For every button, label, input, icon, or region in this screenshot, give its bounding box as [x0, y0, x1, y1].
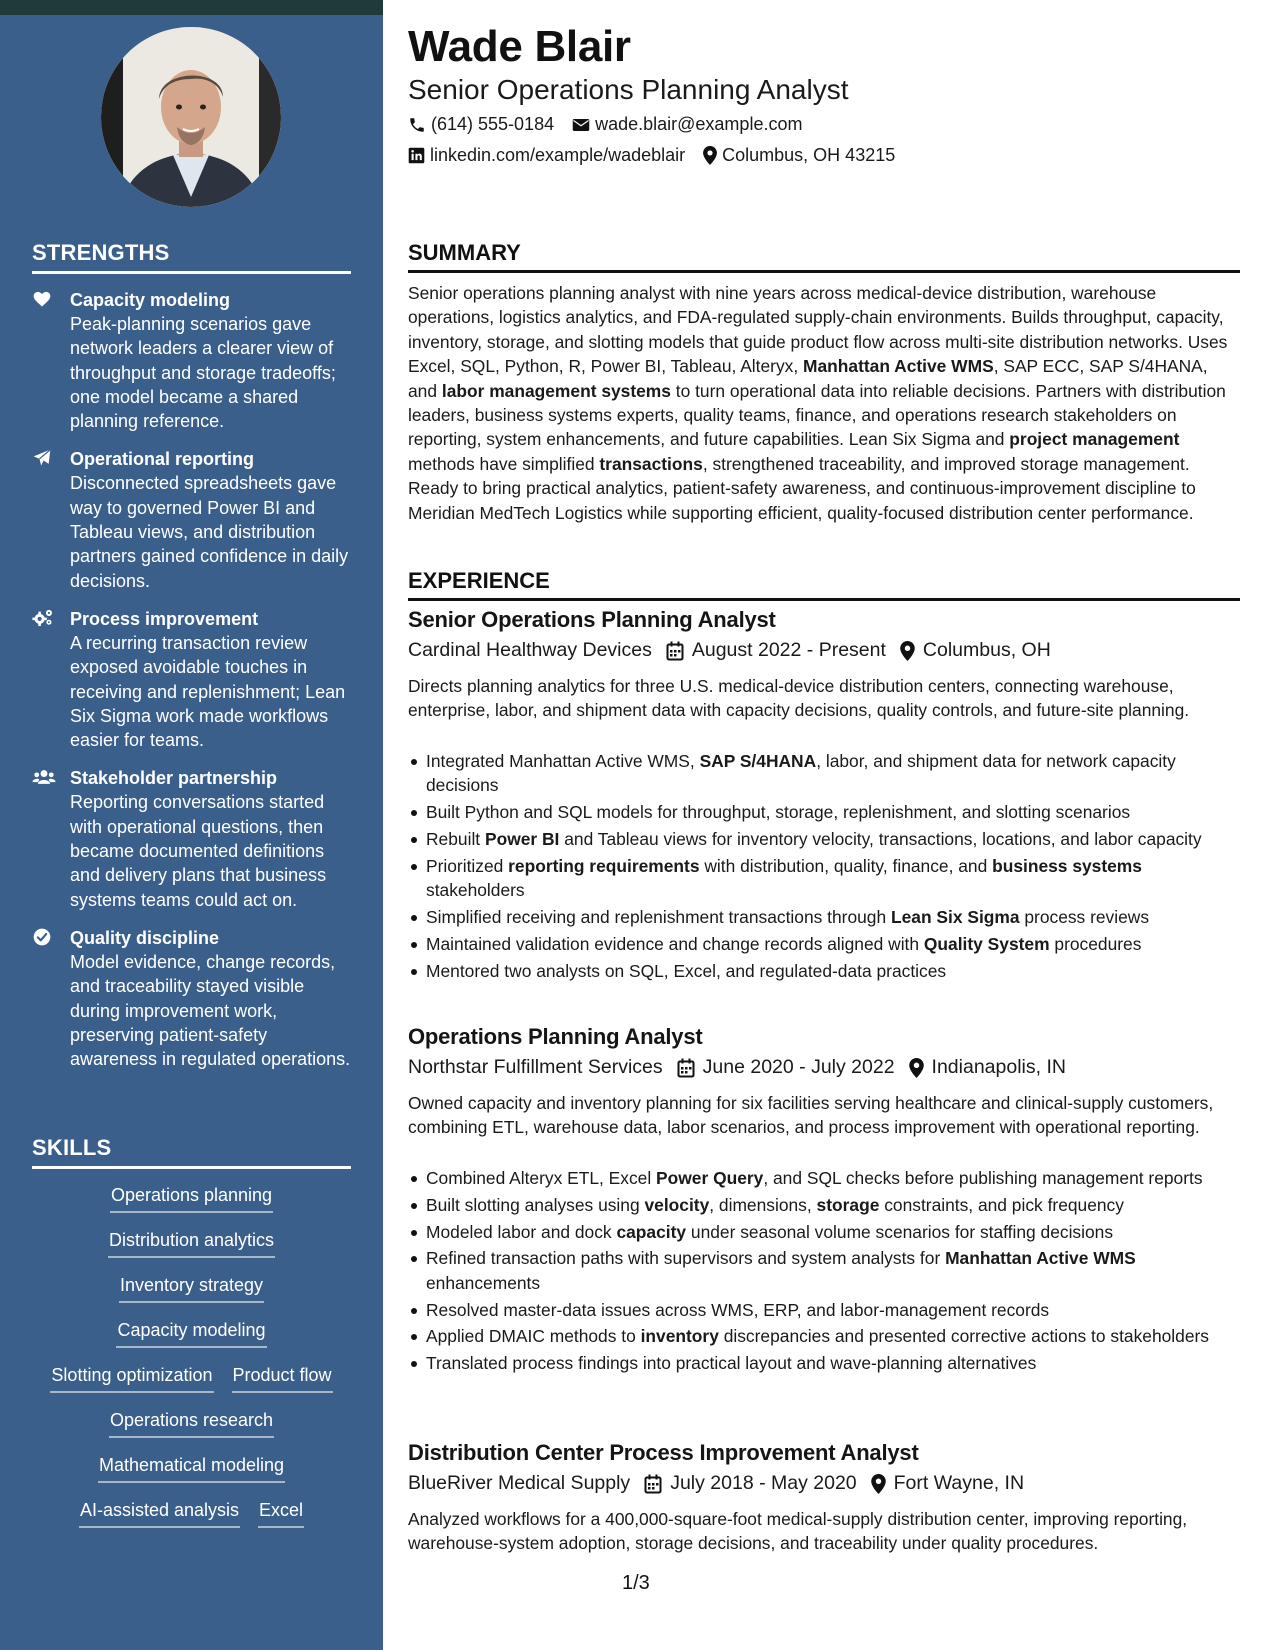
skills-section — [32, 1135, 351, 1543]
job-dates-text: June 2020 - July 2022 — [702, 1056, 895, 1078]
skill-tag: Operations planning — [110, 1183, 273, 1213]
strength-title: Stakeholder partnership — [70, 768, 278, 789]
job-location-text: Columbus, OH — [922, 639, 1051, 661]
job-title: Senior Operations Planning Analyst — [408, 607, 776, 632]
strength-text: Reporting conversations started with operational questions, then became documented definitions and delivery plans that business systems teams could act on. — [70, 792, 327, 910]
job-bullet: Translated process findings into practical layout and wave-planning alternatives — [408, 1351, 1240, 1375]
skills-list — [32, 1183, 351, 1543]
job-title: Operations Planning Analyst — [408, 1024, 703, 1049]
phone-icon — [408, 116, 426, 134]
job-meta — [408, 1472, 1038, 1495]
strength-text: Peak-planning scenarios gave network leaders a clearer view of throughput and storage tradeoffs; one model became a shared planning reference. — [70, 314, 336, 432]
strength-title: Quality discipline — [70, 927, 220, 948]
company-name: Northstar Fulfillment Services — [408, 1056, 663, 1078]
sidebar — [0, 0, 383, 1650]
contact-row — [408, 114, 820, 135]
job-bullet: Prioritized reporting requirements with distribution, quality, finance, and business systems stakeholders — [408, 854, 1240, 903]
job-location — [900, 639, 1051, 662]
users-icon — [32, 767, 54, 789]
gears-icon — [32, 608, 54, 630]
strength-text: Model evidence, change records, and traceability stayed visible during improvement work, preserving patient-safety awareness in regulated operations. — [70, 951, 351, 1070]
job-bullet: Combined Alteryx ETL, Excel Power Query, and SQL checks before publishing management reports — [408, 1166, 1240, 1190]
skill-tag: Operations research — [109, 1408, 274, 1438]
skills-heading: SKILLS — [32, 1135, 351, 1169]
envelope-icon — [572, 117, 590, 133]
skill-tag: Excel — [258, 1498, 304, 1528]
map-pin-icon — [900, 641, 915, 661]
map-pin-icon — [909, 1058, 924, 1078]
location-text: Columbus, OH 43215 — [722, 145, 896, 165]
candidate-name: Wade Blair — [408, 22, 631, 71]
strength-title: Process improvement — [70, 608, 259, 629]
linkedin-contact[interactable] — [408, 145, 685, 166]
strength-item — [32, 288, 351, 433]
strength-item — [32, 607, 351, 752]
calendar-icon — [666, 641, 684, 661]
job-bullet: Integrated Manhattan Active WMS, SAP S/4HANA, labor, and shipment data for network capacity decisions — [408, 749, 1240, 798]
job-location-text: Indianapolis, IN — [931, 1056, 1066, 1078]
map-pin-icon — [871, 1474, 886, 1494]
email-text: wade.blair@example.com — [595, 114, 803, 134]
strength-title: Operational reporting — [70, 449, 255, 470]
job-location — [909, 1056, 1066, 1079]
email-contact[interactable] — [572, 114, 802, 135]
linkedin-icon — [408, 147, 425, 164]
top-strip — [0, 0, 383, 15]
experience-heading: EXPERIENCE — [408, 568, 1240, 601]
job-bullets — [408, 749, 1240, 985]
job-summary: Directs planning analytics for three U.S. medical-device distribution centers, connecting warehouse, enterprise, labor, and shipment data with capacity decisions, quality controls, and future-site planning. — [408, 676, 1190, 721]
skill-tag: AI-assisted analysis — [79, 1498, 240, 1528]
calendar-icon — [644, 1474, 662, 1494]
skill-tag: Slotting optimization — [50, 1363, 213, 1393]
strength-item — [32, 766, 351, 911]
job-bullet: Built Python and SQL models for throughput, storage, replenishment, and slotting scenarios — [408, 800, 1240, 824]
strength-item — [32, 447, 351, 592]
candidate-headline: Senior Operations Planning Analyst — [408, 74, 849, 105]
strength-text: Disconnected spreadsheets gave way to governed Power BI and Tableau views, and distribution partners gained confidence in daily decisions. — [70, 473, 349, 591]
job-bullet: Rebuilt Power BI and Tableau views for inventory velocity, transactions, locations, and labor capacity — [408, 827, 1240, 851]
job-bullet: Resolved master-data issues across WMS, ERP, and labor-management records — [408, 1298, 1240, 1322]
job-bullet: Modeled labor and dock capacity under seasonal volume scenarios for staffing decisions — [408, 1220, 1240, 1244]
profile-photo — [101, 27, 281, 207]
job-meta — [408, 639, 1065, 662]
skill-tag: Distribution analytics — [108, 1228, 275, 1258]
strength-title: Capacity modeling — [70, 290, 231, 310]
job-location-text: Fort Wayne, IN — [893, 1472, 1025, 1494]
job-bullet: Applied DMAIC methods to inventory discrepancies and presented corrective actions to stakeholders — [408, 1324, 1240, 1348]
job-bullet: Simplified receiving and replenishment transactions through Lean Six Sigma process reviews — [408, 905, 1240, 929]
strength-text: A recurring transaction review exposed avoidable touches in receiving and replenishment; Lean Six Sigma work made workflows easier for teams. — [70, 632, 346, 751]
page-number: 1/3 — [622, 1572, 650, 1594]
job-title: Distribution Center Process Improvement Analyst — [408, 1440, 919, 1465]
phone-text: (614) 555-0184 — [431, 114, 555, 134]
job-location — [871, 1472, 1024, 1495]
summary-heading: SUMMARY — [408, 240, 1240, 273]
check-circle-icon — [32, 927, 54, 949]
strengths-section — [32, 240, 351, 1071]
job-bullets — [408, 1166, 1240, 1378]
contact-row — [408, 145, 913, 166]
job-dates-text: July 2018 - May 2020 — [670, 1472, 857, 1494]
job-bullet: Maintained validation evidence and change records aligned with Quality System procedures — [408, 932, 1240, 956]
company-name: BlueRiver Medical Supply — [408, 1472, 631, 1494]
job-dates-text: August 2022 - Present — [691, 639, 886, 661]
summary-text: Senior operations planning analyst with nine years across medical-device distribution, warehouse operations, logistics analytics, and FDA-regulated supply-chain environments. Builds throughput, capacity, inventory, storage, and slotting models that guide product flow across multi-site distribution networks. Uses Excel, SQL, Python, R, Power BI, Tableau, Alteryx, Manhattan Active WMS, SAP ECC, SAP S/4HANA, and labor management systems to turn operational data into reliable decisions. Partners with distribution leaders, business systems experts, quality teams, finance, and operations research stakeholders on reporting, system enhancements, and future capabilities. Lean Six Sigma and project management methods have simplified transactions, strengthened traceability, and improved storage management. Ready to bring practical analytics, patient-safety awareness, and continuous-improvement discipline to Meridian MedTech Logistics while supporting efficient, quality-focused distribution center performance. — [408, 283, 1228, 523]
job-dates — [666, 639, 886, 662]
job-bullet: Mentored two analysts on SQL, Excel, and regulated-data practices — [408, 959, 1240, 983]
company-name: Cardinal Healthway Devices — [408, 639, 652, 661]
job-dates — [644, 1472, 856, 1495]
job-bullet: Refined transaction paths with supervisors and system analysts for Manhattan Active WMS enhancements — [408, 1246, 1240, 1295]
job-summary: Owned capacity and inventory planning for six facilities serving healthcare and clinical-supply customers, combining ETL, warehouse data, labor scenarios, and process improvement with operational reporting. — [408, 1093, 1214, 1138]
linkedin-text: linkedin.com/example/wadeblair — [430, 145, 686, 165]
skill-tag: Product flow — [232, 1363, 333, 1393]
job-bullet: Built slotting analyses using velocity, dimensions, storage constraints, and pick frequency — [408, 1193, 1240, 1217]
map-pin-icon — [703, 146, 717, 165]
calendar-icon — [677, 1058, 695, 1078]
strength-item — [32, 926, 351, 1071]
location-contact — [703, 145, 895, 166]
job-summary: Analyzed workflows for a 400,000-square-foot medical-supply distribution center, improving reporting, warehouse-system adoption, storage decisions, and traceability under quality procedures. — [408, 1509, 1188, 1554]
heart-icon — [32, 289, 54, 311]
paper-plane-icon — [32, 448, 54, 470]
skill-tag: Capacity modeling — [116, 1318, 266, 1348]
skill-tag: Inventory strategy — [119, 1273, 264, 1303]
phone-contact[interactable] — [408, 114, 554, 135]
job-dates — [677, 1056, 895, 1079]
skill-tag: Mathematical modeling — [98, 1453, 285, 1483]
job-meta — [408, 1056, 1080, 1079]
strengths-heading: STRENGTHS — [32, 240, 351, 274]
